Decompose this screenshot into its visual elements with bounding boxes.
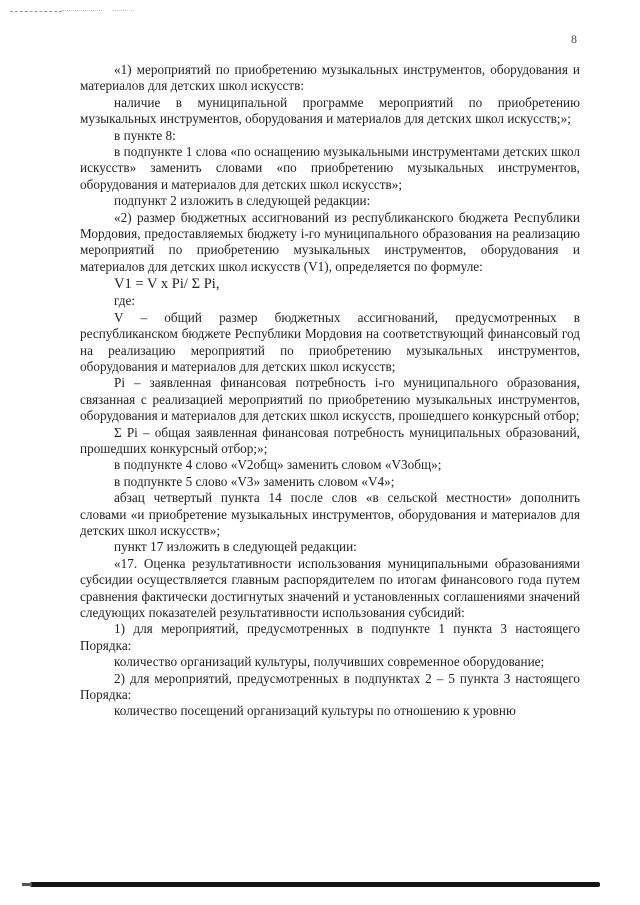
document-body [80, 62, 580, 720]
scan-artifact [62, 10, 102, 11]
paragraph: «2) размер бюджетных ассигнований из республиканского бюджета Республики Мордовия, предоставляемых бюджету i-го муниципального образования на реализацию мероприятий по приобретению музыкальных инструментов, оборудования и материалов для детских школ искусств (V1), определяется по формуле: [80, 209, 580, 274]
paragraph: подпункт 2 изложить в следующей редакции: [114, 193, 371, 209]
scan-bottom-edge [30, 882, 600, 887]
scan-artifact [10, 11, 62, 12]
paragraph: абзац четвертый пункта 14 после слов «в сельской местности» дополнить словами «и приобретение музыкальных инструментов, оборудования и материалов для детских школ искусств»; [80, 490, 580, 538]
paragraph: Σ Pi – общая заявленная финансовая потребность муниципальных образований, прошедших конкурсный отбор;»; [80, 424, 580, 456]
paragraph: количество посещений организаций культуры по отношению к уровню [114, 703, 516, 719]
paragraph: пункт 17 изложить в следующей редакции: [114, 539, 357, 555]
paragraph: V – общий размер бюджетных ассигнований, предусмотренных в республиканском бюджете Республики Мордовия на соответствующий финансовый год на реализацию мероприятий по приобретению музыкальных инструментов, оборудования и материалов для детских школ искусств; [80, 309, 580, 374]
paragraph: «1) мероприятий по приобретению музыкальных инструментов, оборудования и материалов для детских школ искусств: [80, 62, 580, 94]
paragraph: в подпункте 4 слово «V2общ» заменить словом «V3общ»; [114, 457, 442, 473]
paragraph: в пункте 8: [114, 127, 176, 143]
paragraph: «17. Оценка результативности использования муниципальными образованиями субсидии осуществляется главным распорядителем по итогам финансового года путем сравнения фактически достигнутых значений и установленных соглашениями значений следующих показателей результативности использования субсидий: [80, 555, 580, 620]
paragraph: где: [114, 293, 136, 309]
paragraph: в подпункте 5 слово «V3» заменить словом «V4»; [114, 473, 395, 489]
scan-artifact [112, 10, 134, 11]
paragraph: наличие в муниципальной программе мероприятий по приобретению музыкальных инструментов, оборудования и материалов для детских школ искусств;»; [80, 94, 580, 127]
formula: V1 = V x Pi/ Σ Pi, [114, 276, 220, 293]
paragraph: 1) для мероприятий, предусмотренных в подпункте 1 пункта 3 настоящего Порядка: [80, 621, 580, 653]
paragraph: в подпункте 1 слова «по оснащению музыкальными инструментами детских школ искусств» заменить словами «по приобретению музыкальных инструментов, оборудования и материалов для детских школ искусств»; [80, 144, 580, 192]
paragraph: Pi – заявленная финансовая потребность i-го муниципального образования, связанная с реализацией мероприятий по приобретению музыкальных инструментов, оборудования и материалов для детских школ искусств, прошедшего конкурсный отбор; [80, 375, 580, 424]
page-number: 8 [571, 32, 577, 46]
paragraph: 2) для мероприятий, предусмотренных в подпунктах 2 – 5 пункта 3 настоящего Порядка: [80, 670, 580, 703]
paragraph: количество организаций культуры, получивших современное оборудование; [114, 654, 545, 670]
